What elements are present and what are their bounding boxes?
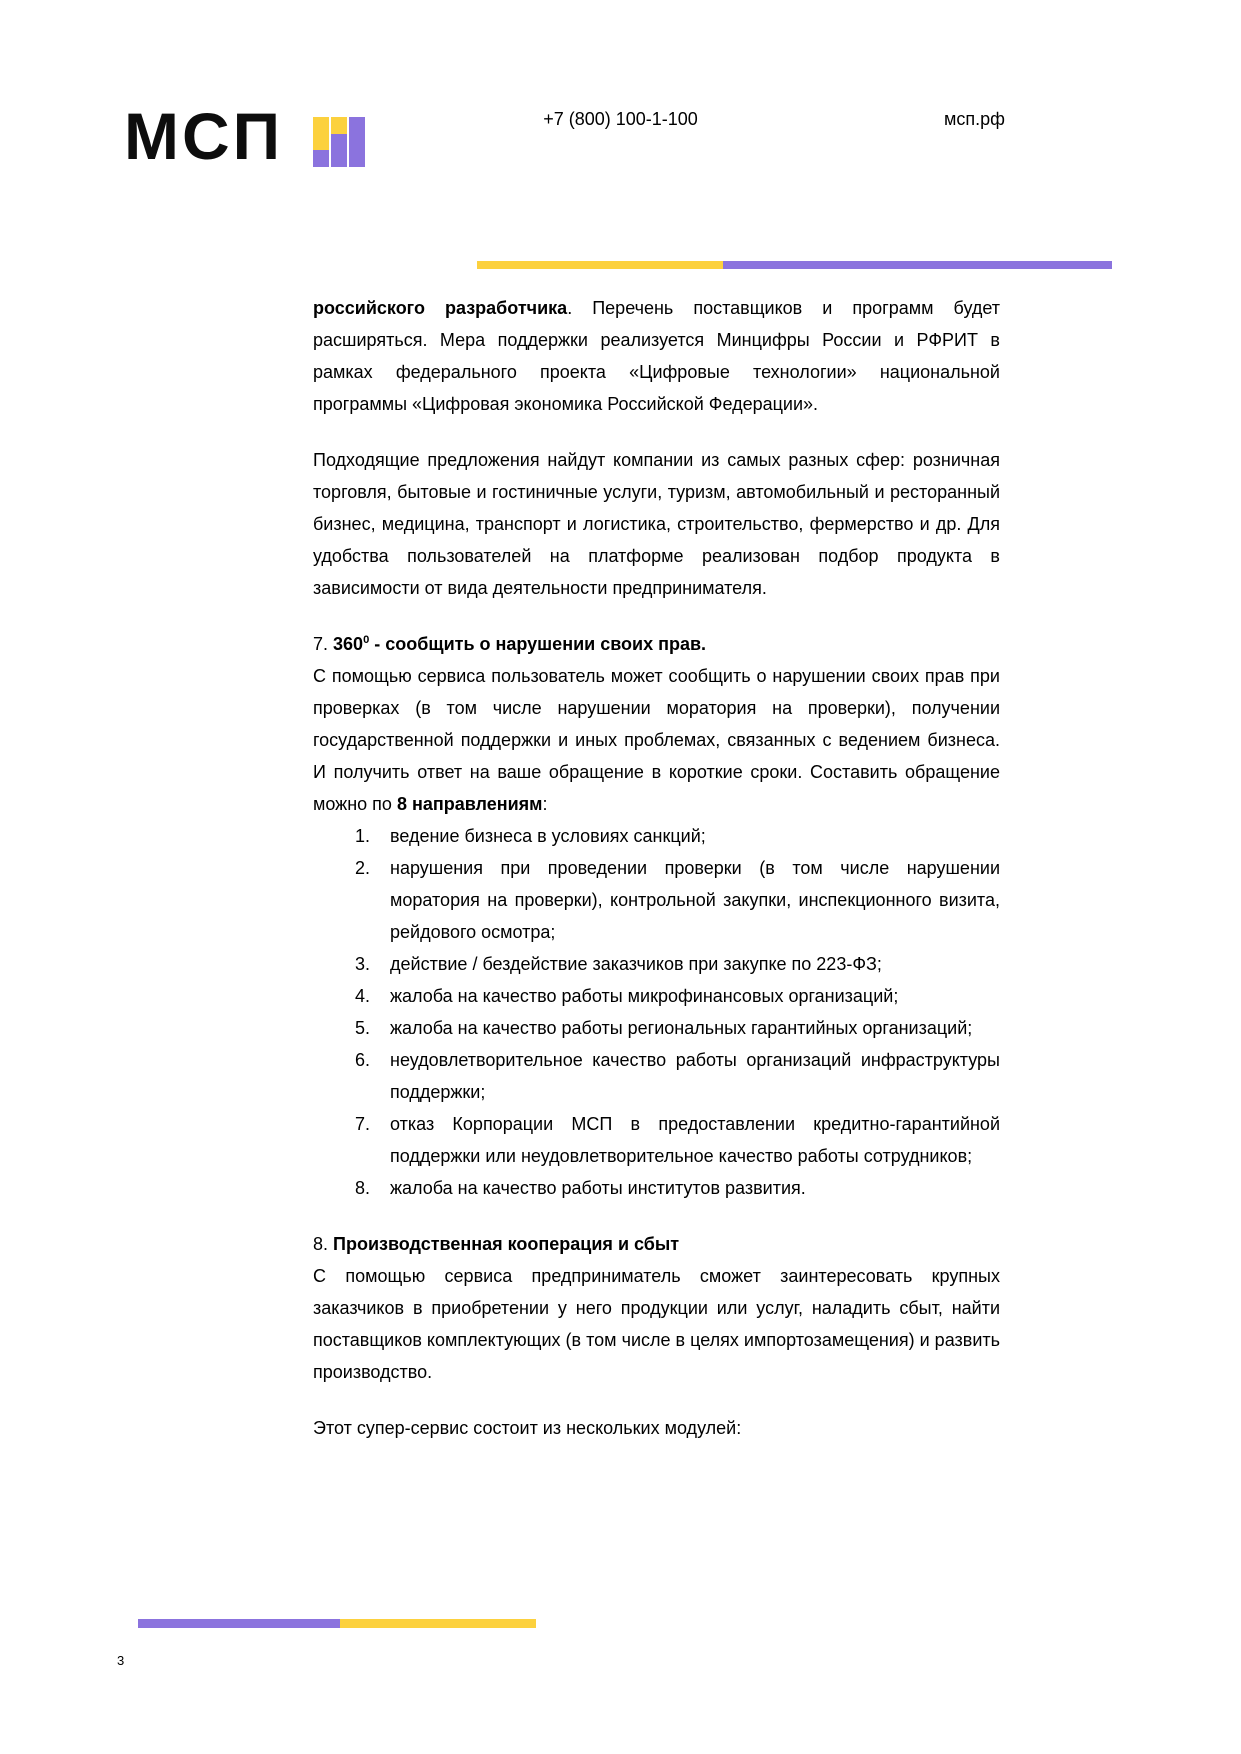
footer-divider-yellow-segment: [340, 1619, 536, 1628]
section-7-title-superscript: 0: [363, 634, 370, 646]
list-item-number: 3.: [355, 954, 371, 974]
section-8-heading: [313, 1228, 1000, 1260]
section-7-number: 7.: [313, 634, 334, 654]
top-divider-purple-segment: [723, 261, 1112, 269]
footer-divider-purple-segment: [138, 1619, 340, 1628]
list-item-text: жалоба на качество работы институтов развития.: [390, 1178, 806, 1198]
paragraph-service-360: [313, 660, 1000, 820]
list-item: [313, 1108, 1000, 1172]
list-item-text: отказ Корпорации МСП в предоставлении кредитно-гарантийной поддержки или неудовлетворительное качество работы сотрудников;: [390, 1114, 1000, 1166]
list-item-text: жалоба на качество работы микрофинансовых организаций;: [390, 986, 899, 1006]
msp-logo-text: МСП: [124, 99, 284, 173]
top-divider-bar: [477, 261, 1112, 269]
paragraph-3-text-post: :: [542, 794, 548, 814]
list-item: [313, 1172, 1000, 1204]
list-item: [313, 980, 1000, 1012]
list-item-number: 2.: [355, 858, 371, 878]
list-item-number: 4.: [355, 986, 371, 1006]
paragraph-suitable-offers: Подходящие предложения найдут компании из самых разных сфер: розничная торговля, бытовые и гостиничные услуги, туризм, автомобильный и ресторанный бизнес, медицина, транспорт и логистика, строительство, фермерство и др. Для удобства пользователей на платформе реализован подбор продукта в зависимости от вида деятельности предпринимателя.: [313, 450, 1000, 598]
footer-divider-bar: [138, 1619, 536, 1628]
page-number: 3: [117, 1653, 125, 1668]
paragraph-3-text-pre: С помощью сервиса пользователь может сообщить о нарушении своих прав при проверках (в том числе нарушении моратория на проверки), получении государственной поддержки и иных проблемах, связанных с ведением бизнеса. И получить ответ на ваше обращение в короткие сроки. Составить обращение можно по: [313, 666, 1000, 814]
list-item-text: жалоба на качество работы региональных гарантийных организаций;: [390, 1018, 973, 1038]
section-7-title-main: 360: [333, 634, 364, 654]
section-8-number: 8.: [313, 1234, 334, 1254]
list-item: [313, 948, 1000, 980]
list-item-number: 5.: [355, 1018, 371, 1038]
list-item-number: 1.: [355, 826, 371, 846]
section-8-title: Производственная кооперация и сбыт: [333, 1234, 680, 1254]
section-7-heading: [313, 628, 1000, 660]
header-phone: +7 (800) 100-1-100: [543, 109, 698, 129]
list-item-number: 7.: [355, 1114, 371, 1134]
paragraph-developer-registry: [313, 292, 1000, 420]
list-item: [313, 1044, 1000, 1108]
list-item-number: 8.: [355, 1178, 371, 1198]
document-body: [313, 292, 1000, 1444]
paragraph-1-text: . Перечень поставщиков и программ будет расширяться. Мера поддержки реализуется Минцифры России и РФРИТ в рамках федерального проекта «Цифровые технологии» национальной программы «Цифровая экономика Российской Федерации».: [313, 298, 1001, 414]
list-item-text: ведение бизнеса в условиях санкций;: [390, 826, 706, 846]
list-item-text: нарушения при проведении проверки (в том числе нарушении моратория на проверки), контрольной закупки, инспекционного визита, рейдового осмотра;: [390, 858, 1000, 942]
paragraph-3-bold-directions: 8 направлениям: [396, 794, 543, 814]
list-item: [313, 1012, 1000, 1044]
paragraph-super-service: Этот супер-сервис состоит из нескольких модулей:: [313, 1418, 742, 1438]
list-item-number: 6.: [355, 1050, 371, 1070]
header-website: мсп.рф: [944, 109, 1005, 129]
section-7-title-rest: - сообщить о нарушении своих прав.: [369, 634, 707, 654]
paragraph-1-bold-lead: российского разработчика: [313, 298, 568, 318]
directions-list: [313, 820, 1000, 1204]
list-item: [313, 820, 1000, 852]
list-item: [313, 852, 1000, 948]
list-item-text: действие / бездействие заказчиков при закупке по 223-ФЗ;: [390, 954, 882, 974]
paragraph-cooperation: С помощью сервиса предприниматель сможет заинтересовать крупных заказчиков в приобретении у него продукции или услуг, наладить сбыт, найти поставщиков комплектующих (в том числе в целях импортозамещения) и развить производство.: [313, 1266, 1000, 1382]
top-divider-yellow-segment: [477, 261, 723, 269]
list-item-text: неудовлетворительное качество работы организаций инфраструктуры поддержки;: [390, 1050, 1000, 1102]
